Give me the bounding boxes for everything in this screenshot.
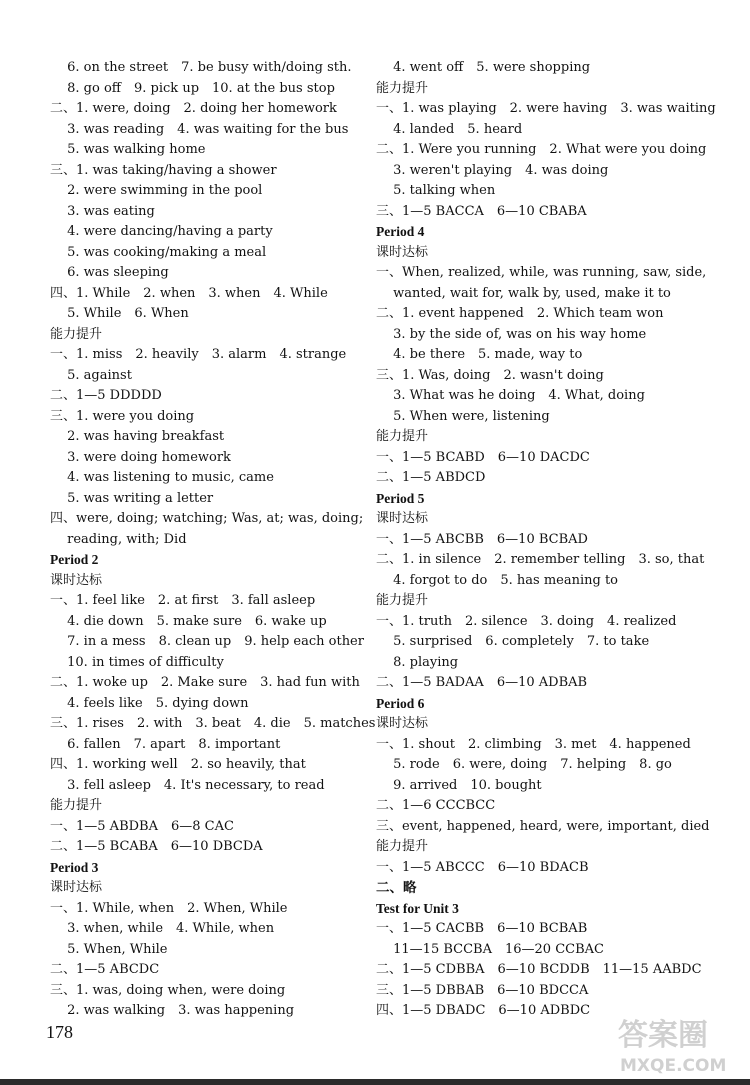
section-heading: Period 2 [50,552,99,567]
answer-line: 7. in a mess 8. clean up 9. help each other [50,634,364,649]
answer-line: 5. surprised 6. completely 7. to take [376,634,650,649]
answer-line: 5. rode 6. were, doing 7. helping 8. go [376,757,672,772]
answer-line: 二、1—5 CDBBA 6—10 BCDDB 11—15 AABDC [376,962,702,977]
watermark-logo [612,1005,744,1077]
answer-line: 5. was cooking/making a meal [50,244,267,260]
subsection-label: 能力提升 [376,80,429,96]
answer-line: 三、event, happened, heard, were, important, died [376,818,710,834]
answer-line: 三、1. were you doing [50,408,195,424]
section-heading: 二、略 [376,880,417,895]
answer-line: 5. was walking home [50,142,206,157]
answer-line: 4. forgot to do 5. has meaning to [376,572,618,588]
answer-line: 8. playing [376,654,459,670]
section-heading: Period 5 [376,490,425,506]
answer-line: 三、1—5 BACCA 6—10 CBABA [376,203,587,219]
answer-line: 5. When, While [50,941,168,957]
subsection-label: 能力提升 [376,429,429,444]
answer-line: 一、When, realized, while, was running, saw, side, [376,265,707,280]
watermark-logo-text: 答案圈 [618,1018,708,1053]
answer-line: 二、1. woke up 2. Make sure 3. had fun with [50,675,360,690]
page-bottom-edge [0,1079,750,1085]
left-column [50,58,376,1022]
answer-line: 6. was sleeping [50,265,169,280]
answer-line: 4. be there 5. made, way to [376,347,583,362]
answer-line: 一、1. shout 2. climbing 3. met 4. happened [376,736,691,752]
answer-line: 2. was walking 3. was happening [50,1003,295,1018]
subsection-label: 课时达标 [376,244,429,260]
answer-line: 11—15 BCCBA 16—20 CCBAC [376,941,604,957]
answer-line: 二、1. event happened 2. Which team won [376,306,664,321]
answer-line: 5. against [50,367,132,383]
answer-line: 二、1. in silence 2. remember telling 3. so, that [376,552,705,567]
answer-line: 二、1—5 ABCDC [50,962,160,977]
answer-line: 4. was listening to music, came [50,470,274,485]
answer-line: 一、1. was playing 2. were having 3. was waiting [376,101,716,116]
answer-line: 4. die down 5. make sure 6. wake up [50,613,327,629]
answer-line: 3. What was he doing 4. What, doing [376,388,645,403]
answer-line: 2. was having breakfast [50,429,225,444]
answer-line: 三、1. was, doing when, were doing [50,982,286,998]
subsection-label: 能力提升 [50,326,103,342]
answer-line: reading, with; Did [50,531,187,547]
answer-line: 4. feels like 5. dying down [50,695,249,711]
answer-line: 四、1. While 2. when 3. when 4. While [50,285,328,301]
answer-line: 三、1. rises 2. with 3. beat 4. die 5. matches [50,716,376,731]
answer-line: 4. were dancing/having a party [50,224,273,239]
answer-line: 一、1. miss 2. heavily 3. alarm 4. strange [50,347,347,362]
answer-line: 一、1. While, when 2. When, While [50,900,288,916]
subsection-label: 能力提升 [50,798,103,813]
answer-line: 一、1—5 ABCCC 6—10 BDACB [376,859,589,875]
answer-line: 二、1—5 DDDDD [50,388,162,403]
section-heading: Period 6 [376,695,425,711]
answer-line: 一、1—5 BCABD 6—10 DACDC [376,449,590,465]
answer-line: 3. weren't playing 4. was doing [376,162,609,178]
answer-line: 5. talking when [376,183,496,198]
subsection-label: 课时达标 [376,716,429,731]
page-number: 178 [46,1022,73,1042]
subsection-label: 课时达标 [50,572,103,588]
subsection-label: 能力提升 [376,839,429,854]
answer-line: 二、1—5 ABDCD [376,470,486,485]
answer-line: 6. fallen 7. apart 8. important [50,736,281,752]
watermark-url-text: MXQE.COM [620,1056,727,1076]
answer-line: 二、1—5 BADAA 6—10 ADBAB [376,675,588,690]
answer-line: 一、1. truth 2. silence 3. doing 4. realized [376,613,677,629]
answer-line: 四、1. working well 2. so heavily, that [50,757,306,772]
answer-line: 5. While 6. When [50,306,189,321]
answer-line: 3. by the side of, was on his way home [376,326,647,342]
answer-line: 3. fell asleep 4. It's necessary, to read [50,777,325,793]
answer-line: 三、1. Was, doing 2. wasn't doing [376,367,604,383]
answer-line: 5. When were, listening [376,408,550,424]
answer-line: 二、1—5 BCABA 6—10 DBCDA [50,839,263,854]
answer-line: 9. arrived 10. bought [376,777,542,793]
answer-line: 四、1—5 DBADC 6—10 ADBDC [376,1003,591,1018]
section-heading: Test for Unit 3 [376,900,459,916]
answer-line: 三、1. was taking/having a shower [50,162,277,178]
answer-line: 3. were doing homework [50,449,231,465]
answer-line: 10. in times of difficulty [50,654,224,670]
right-column [376,58,716,1022]
answer-line: 一、1—5 ABDBA 6—8 CAC [50,818,234,834]
answer-line: 二、1. were, doing 2. doing her homework [50,101,337,116]
subsection-label: 课时达标 [376,511,429,526]
answer-line: 四、were, doing; watching; Was, at; was, doing; [50,511,364,526]
answer-line: 3. when, while 4. While, when [50,921,275,936]
answer-line: 一、1—5 CACBB 6—10 BCBAB [376,921,588,936]
answer-line: 三、1—5 DBBAB 6—10 BDCCA [376,982,589,998]
subsection-label: 能力提升 [376,593,429,608]
answer-line: 3. was eating [50,203,155,219]
answer-line: 4. went off 5. were shopping [376,60,591,75]
subsection-label: 课时达标 [50,880,103,895]
answer-line: 2. were swimming in the pool [50,183,263,198]
answer-line: 5. was writing a letter [50,490,214,506]
answer-line: 一、1. feel like 2. at first 3. fall asleep [50,593,316,608]
section-heading: Period 4 [376,224,425,239]
section-heading: Period 3 [50,859,99,875]
answer-line: 8. go off 9. pick up 10. at the bus stop [50,80,335,96]
answer-line: 二、1. Were you running 2. What were you doing [376,142,707,157]
answer-line: 4. landed 5. heard [376,121,523,137]
answer-line: wanted, wait for, walk by, used, make it to [376,285,671,301]
answer-line: 6. on the street 7. be busy with/doing sth. [50,60,352,75]
answer-line: 3. was reading 4. was waiting for the bus [50,121,349,137]
answer-line: 一、1—5 ABCBB 6—10 BCBAD [376,531,588,547]
answer-line: 二、1—6 CCCBCC [376,798,496,813]
